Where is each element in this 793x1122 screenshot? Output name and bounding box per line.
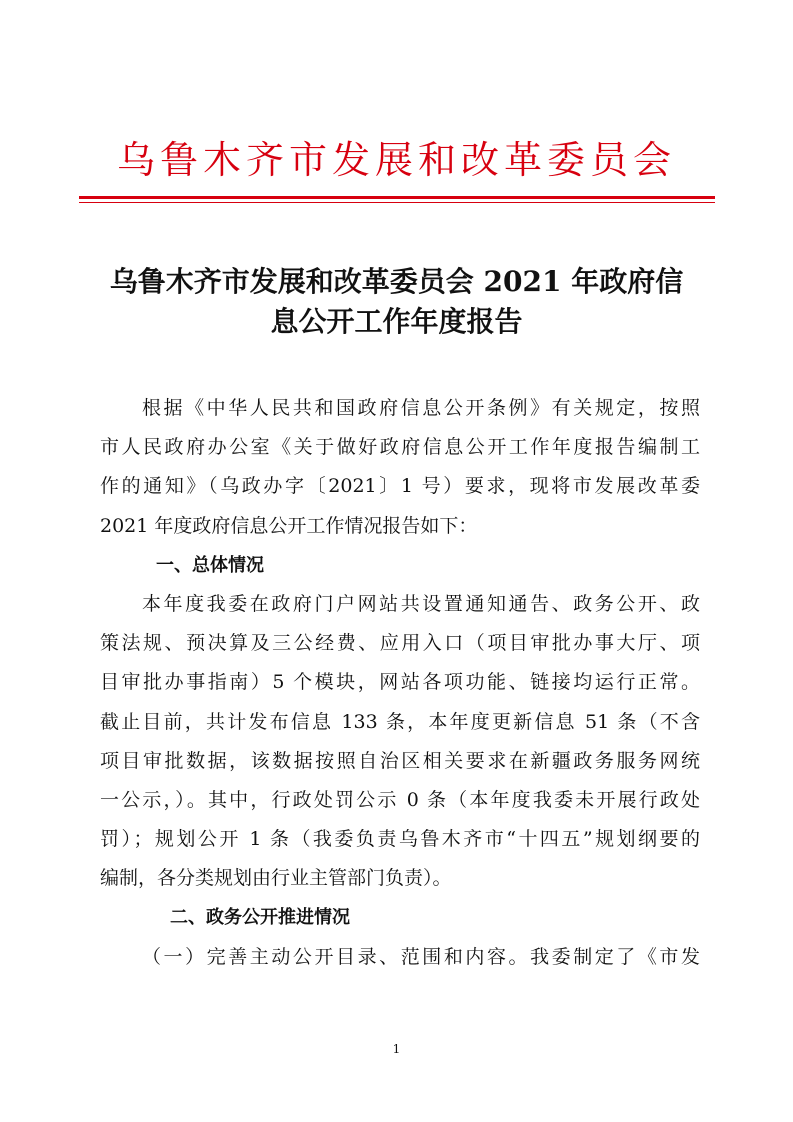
section1-paragraph-line: 本年度我委在政府门户网站共设置通知通告、政务公开、政 — [142, 592, 700, 615]
intro-paragraph-line: 2021 年度政府信息公开工作情况报告如下： — [100, 514, 478, 537]
page-number: 1 — [392, 1042, 401, 1056]
section1-paragraph-line: 截止目前，共计发布信息 133 条，本年度更新信息 51 条（不含 — [100, 710, 700, 733]
report-body — [100, 389, 700, 977]
section1-paragraph-line: 编制，各分类规划由行业主管部门负责）。 — [100, 867, 452, 890]
report-title-line-2: 息公开工作年度报告 — [270, 305, 523, 338]
section1-paragraph-line: 一公示，）。其中，行政处罚公示 0 条（本年度我委未开展行政处 — [100, 788, 700, 811]
report-title-line-1: 乌鲁木齐市发展和改革委员会 2021 年政府信 — [109, 265, 684, 298]
section1-paragraph-line: 策法规、预决算及三公经费、应用入口（项目审批办事大厅、项 — [100, 632, 700, 655]
section1-paragraph-line: 项目审批数据，该数据按照自治区相关要求在新疆政务服务网统 — [100, 749, 700, 772]
section1-paragraph-line: 罚）；规划公开 1 条（我委负责乌鲁木齐市“十四五”规划纲要的 — [100, 828, 700, 851]
letterhead-rule-thick — [79, 196, 715, 199]
intro-paragraph-line: 根据《中华人民共和国政府信息公开条例》有关规定，按照 — [142, 397, 700, 419]
report-title — [80, 262, 713, 342]
intro-paragraph-line: 作的通知》（乌政办字〔2021〕1 号）要求，现将市发展改革委 — [100, 475, 700, 498]
section2-paragraph-line: （一）完善主动公开目录、范围和内容。我委制定了《市发 — [142, 945, 700, 968]
section1-paragraph-line: 目审批办事指南）5 个模块，网站各项功能、链接均运行正常。 — [100, 671, 700, 694]
intro-paragraph-line: 市人民政府办公室《关于做好政府信息公开工作年度报告编制工 — [100, 436, 700, 459]
section-heading-disclosure-progress: 二、政务公开推进情况 — [170, 907, 350, 929]
section-heading-overview: 一、总体情况 — [156, 554, 264, 576]
letterhead-org-name: 乌鲁木齐市发展和改革委员会 — [116, 138, 676, 182]
letterhead-rule-thin — [79, 202, 715, 203]
